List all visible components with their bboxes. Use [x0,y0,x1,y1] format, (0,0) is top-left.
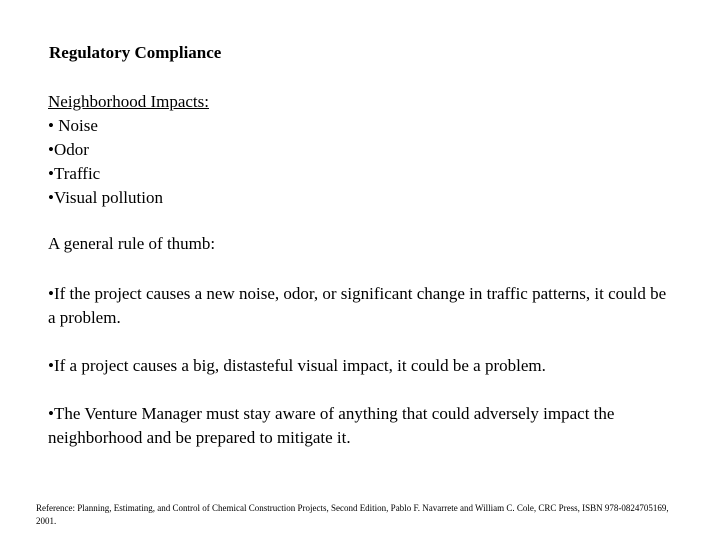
rule-venture-manager: •The Venture Manager must stay aware of anything that could adversely impact the neighborhood and be prepared to mitigate it. [48,404,615,447]
impacts-heading: Neighborhood Impacts: [48,92,209,111]
impact-item-traffic: •Traffic [48,164,101,183]
slide-title: Regulatory Compliance [49,43,222,62]
rule-visual-impact: •If a project causes a big, distasteful visual impact, it could be a problem. [48,356,546,375]
rule-traffic-noise-odor: •If the project causes a new noise, odor, or significant change in traffic patterns, it could be a problem. [48,284,667,327]
rule-intro: A general rule of thumb: [48,234,216,253]
impacts-list [48,114,688,210]
impact-item-visual-pollution: •Visual pollution [48,188,163,207]
impacts-section [48,90,688,210]
impact-item-odor: •Odor [48,140,89,159]
reference-citation: Reference: Planning, Estimating, and Control of Chemical Construction Projects, Second Edition, Pablo F. Navarrete and William C. Cole, CRC Press, ISBN 978-0824705169, 2001. [36,503,669,526]
impact-item-noise: • Noise [48,116,98,135]
